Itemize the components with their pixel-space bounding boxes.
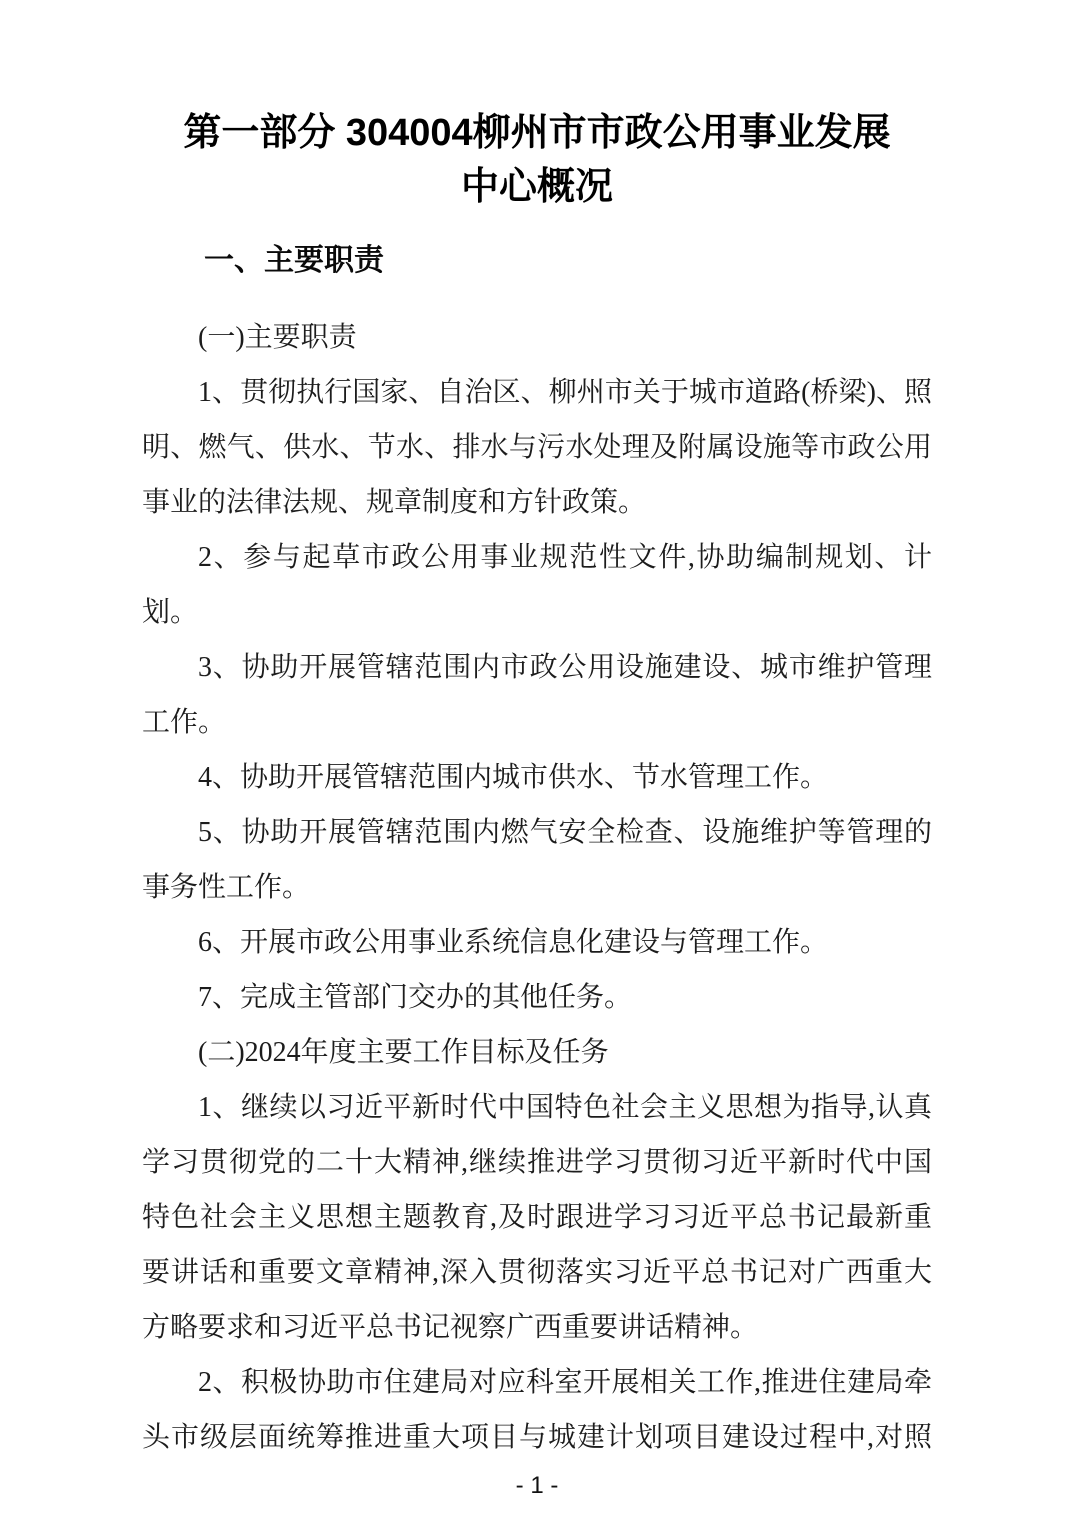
document-title-line-1: 第一部分 304004柳州市市政公用事业发展 bbox=[183, 112, 891, 154]
duty-paragraph-7: 7、完成主管部门交办的其他任务。 bbox=[198, 982, 633, 1013]
duty-paragraph-6: 6、开展市政公用事业系统信息化建设与管理工作。 bbox=[198, 927, 829, 958]
duty-paragraph-2: 2、参与起草市政公用事业规范性文件,协助编制规划、计划。 bbox=[142, 542, 932, 628]
task-paragraph-1: 1、继续以习近平新时代中国特色社会主义思想为指导,认真学习贯彻党的二十大精神,继续推进学习贯彻习近平新时代中国特色社会主义思想主题教育,及时跟进学习习近平总书记最新重要讲话和重要文章精神,深入贯彻落实习近平总书记对广西重大方略要求和习近平总书记视察广西重要讲话精神。 bbox=[142, 1092, 932, 1343]
subsection-heading-2024-goals: (二)2024年度主要工作目标及任务 bbox=[198, 1037, 609, 1068]
document-title-line-2: 中心概况 bbox=[460, 166, 613, 208]
document-title bbox=[142, 106, 932, 214]
page-content bbox=[142, 106, 932, 1465]
duty-paragraph-3: 3、协助开展管辖范围内市政公用设施建设、城市维护管理工作。 bbox=[142, 652, 932, 738]
page-number: - 1 - bbox=[515, 1472, 559, 1499]
page-footer bbox=[0, 1472, 1074, 1500]
duty-paragraph-5: 5、协助开展管辖范围内燃气安全检查、设施维护等管理的事务性工作。 bbox=[142, 817, 932, 903]
subsection-heading-duties: (一)主要职责 bbox=[198, 322, 357, 353]
section-heading-main-duties: 一、主要职责 bbox=[204, 244, 384, 277]
duty-paragraph-4: 4、协助开展管辖范围内城市供水、节水管理工作。 bbox=[198, 762, 829, 793]
duty-paragraph-1: 1、贯彻执行国家、自治区、柳州市关于城市道路(桥梁)、照明、燃气、供水、节水、排水与污水处理及附属设施等市政公用事业的法律法规、规章制度和方针政策。 bbox=[142, 377, 932, 518]
task-paragraph-2: 2、积极协助市住建局对应科室开展相关工作,推进住建局牵头市级层面统筹推进重大项目与城建计划项目建设过程中,对照 bbox=[142, 1367, 932, 1453]
